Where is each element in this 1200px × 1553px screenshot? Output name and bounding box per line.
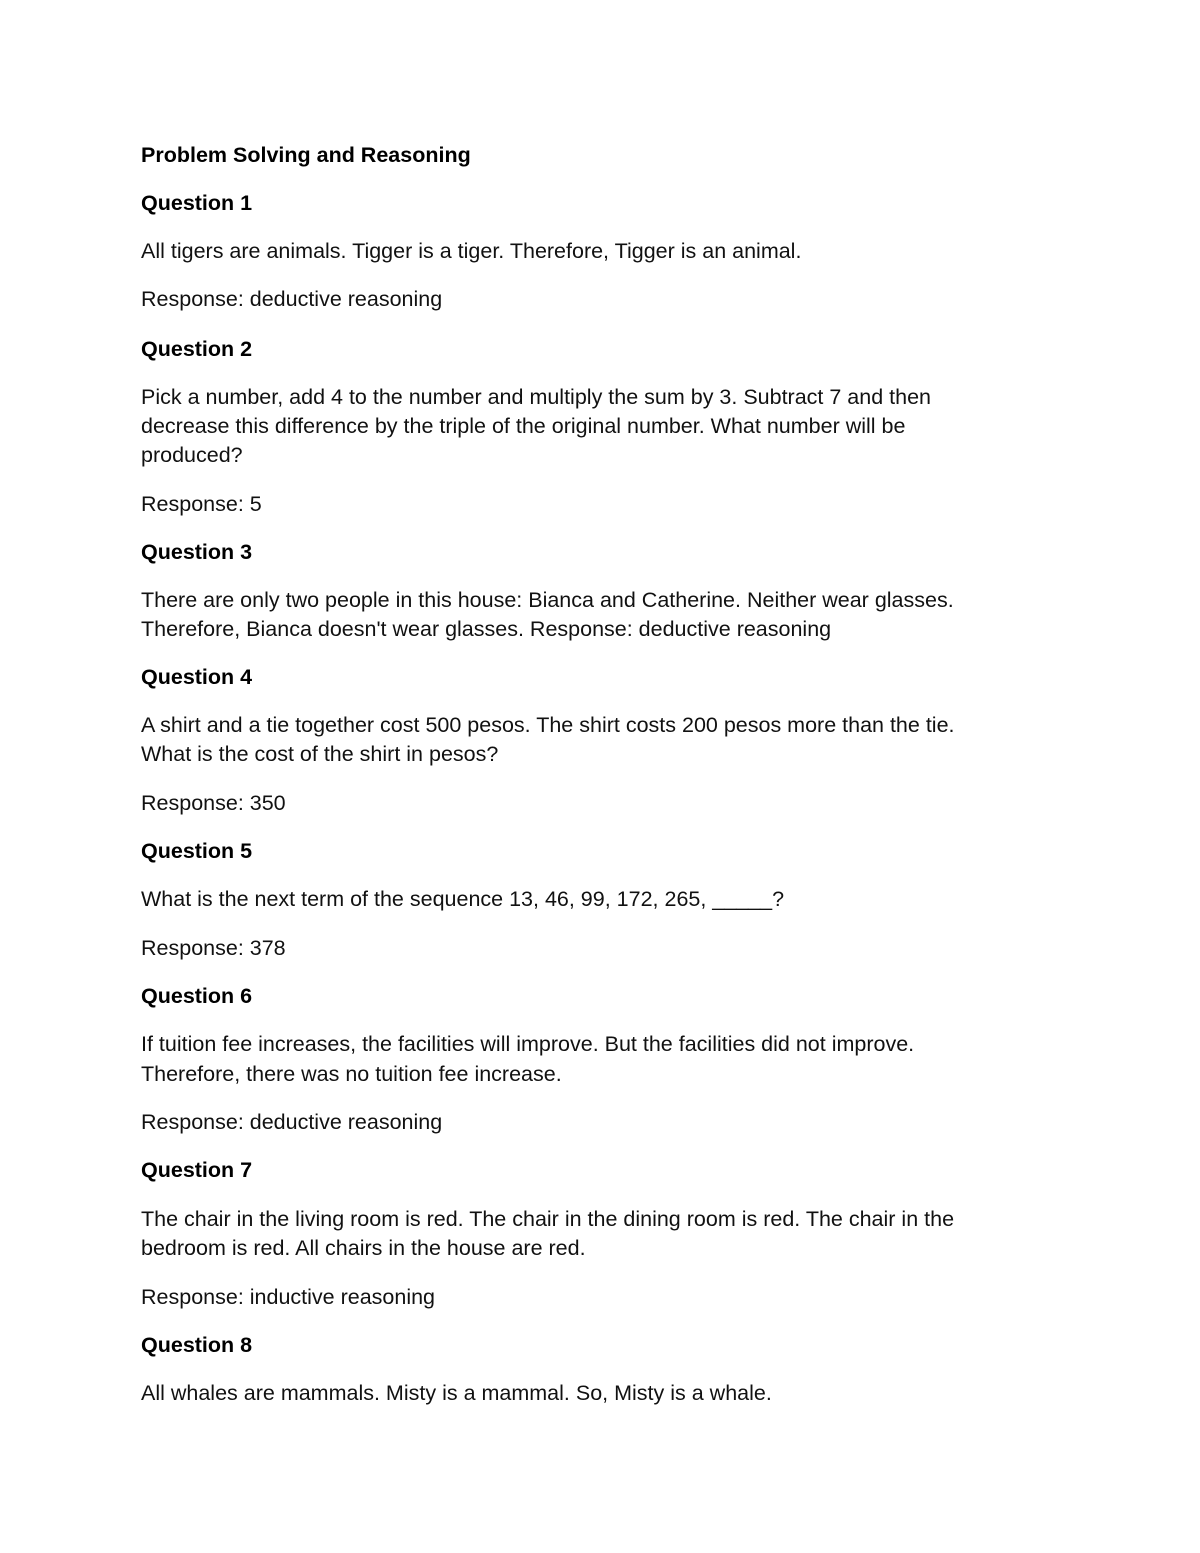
question-2-text-line-3: produced? [141,443,243,467]
question-2-text-line-2: decrease this difference by the triple of the original number. What number will be [141,414,906,438]
question-7-text-line-1: The chair in the living room is red. The chair in the dining room is red. The chair in the [141,1207,955,1231]
question-3-text-line-2: Therefore, Bianca doesn't wear glasses. Response: deductive reasoning [141,617,832,641]
document-title: Problem Solving and Reasoning [141,143,471,167]
question-5-response: Response: 378 [141,936,286,960]
question-2-text-line-1: Pick a number, add 4 to the number and multiply the sum by 3. Subtract 7 and then [141,385,931,409]
question-4-response: Response: 350 [141,791,286,815]
question-1-heading: Question 1 [141,191,253,215]
question-7-response: Response: inductive reasoning [141,1285,436,1309]
question-7-heading: Question 7 [141,1158,253,1182]
question-5-text-line-1: What is the next term of the sequence 13, 46, 99, 172, 265, _____? [141,887,785,911]
question-8-text-line-1: All whales are mammals. Misty is a mammal. So, Misty is a whale. [141,1381,772,1405]
question-6-text-line-1: If tuition fee increases, the facilities will improve. But the facilities did not improve. [141,1032,915,1056]
question-1-response: Response: deductive reasoning [141,287,443,311]
question-6-text-line-2: Therefore, there was no tuition fee increase. [141,1062,562,1086]
question-4-heading: Question 4 [141,665,253,689]
question-2-heading: Question 2 [141,337,253,361]
question-3-text-line-1: There are only two people in this house: Bianca and Catherine. Neither wear glasses. [141,588,954,612]
question-6-heading: Question 6 [141,984,253,1008]
question-1-text-line-1: All tigers are animals. Tigger is a tiger. Therefore, Tigger is an animal. [141,239,802,263]
question-2-response: Response: 5 [141,492,262,516]
question-4-text-line-2: What is the cost of the shirt in pesos? [141,742,499,766]
question-3-heading: Question 3 [141,540,253,564]
question-7-text-line-2: bedroom is red. All chairs in the house are red. [141,1236,586,1260]
question-5-heading: Question 5 [141,839,253,863]
question-4-text-line-1: A shirt and a tie together cost 500 pesos. The shirt costs 200 pesos more than the tie. [141,713,955,737]
question-8-heading: Question 8 [141,1333,253,1357]
question-6-response: Response: deductive reasoning [141,1110,443,1134]
